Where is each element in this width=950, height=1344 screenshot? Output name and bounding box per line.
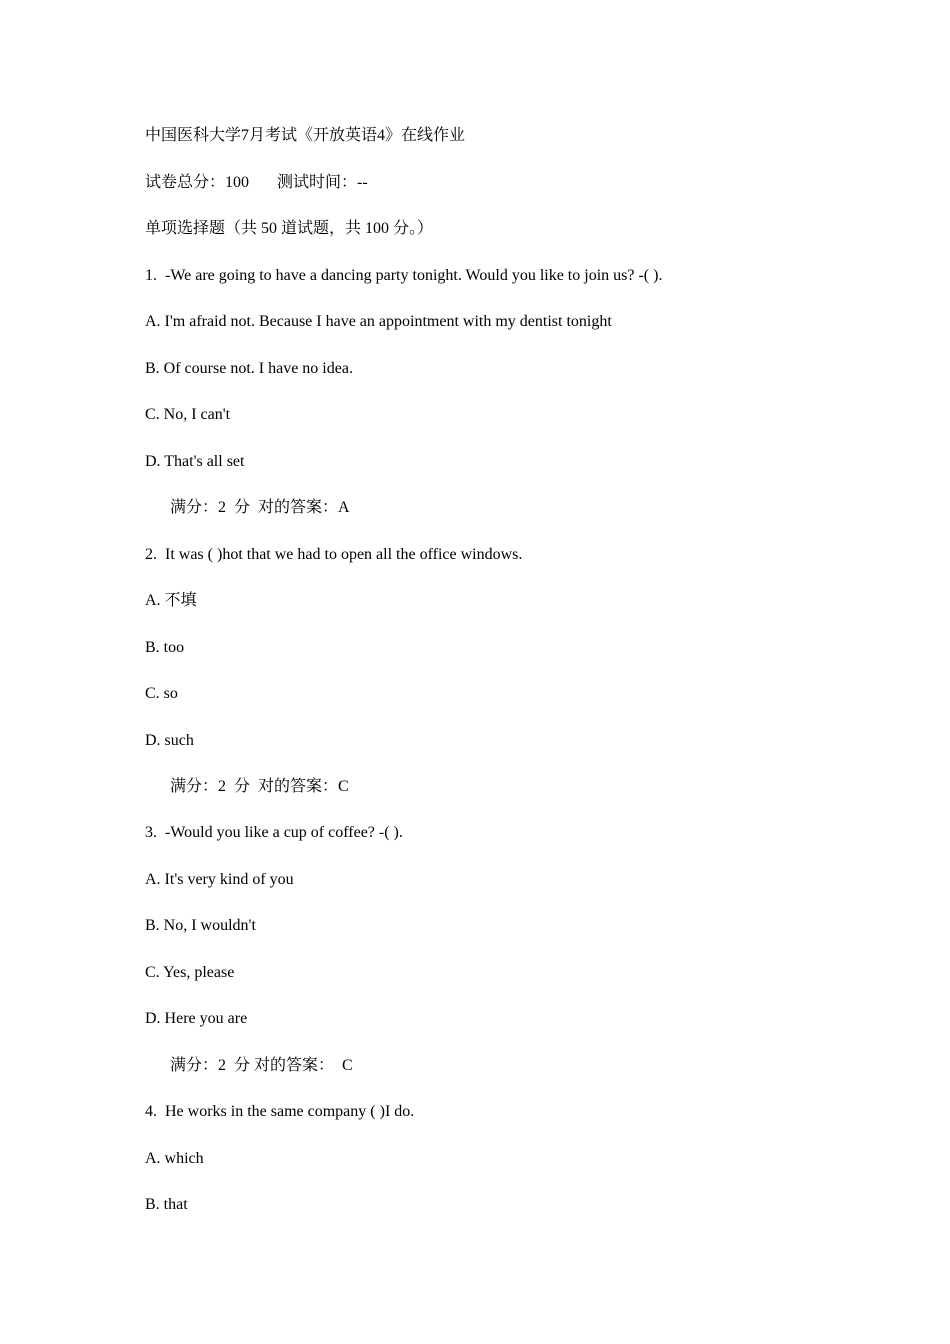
exam-meta: 试卷总分：100 测试时间：-- — [145, 174, 368, 191]
option-d: D. That's all set — [145, 453, 245, 470]
option-c: C. No, I can't — [145, 406, 231, 423]
option-b: B. that — [145, 1196, 188, 1213]
option-a: A. I'm afraid not. Because I have an appointment with my dentist tonight — [145, 313, 612, 330]
option-b: B. Of course not. I have no idea. — [145, 360, 353, 377]
question-stem: 1. -We are going to have a dancing party tonight. Would you like to join us? -( ). — [145, 267, 663, 284]
option-a: A. 不填 — [145, 592, 197, 609]
question-stem: 3. -Would you like a cup of coffee? -( ). — [145, 824, 403, 841]
question-stem: 2. It was ( )hot that we had to open all the office windows. — [145, 546, 523, 563]
score-answer: 满分：2 分 对的答案：C — [170, 778, 349, 795]
option-d: D. such — [145, 732, 194, 749]
score-answer: 满分：2 分 对的答案：A — [170, 499, 350, 516]
option-a: A. which — [145, 1150, 204, 1167]
score-answer: 满分：2 分 对的答案： C — [170, 1057, 353, 1074]
option-a: A. It's very kind of you — [145, 871, 294, 888]
doc-title: 中国医科大学7月考试《开放英语4》在线作业 — [145, 127, 466, 144]
option-d: D. Here you are — [145, 1010, 248, 1027]
option-b: B. No, I wouldn't — [145, 917, 256, 934]
section-heading: 单项选择题（共 50 道试题，共 100 分。） — [145, 220, 434, 237]
option-c: C. so — [145, 685, 178, 702]
question-stem: 4. He works in the same company ( )I do. — [145, 1103, 415, 1120]
option-b: B. too — [145, 639, 185, 656]
option-c: C. Yes, please — [145, 964, 235, 981]
